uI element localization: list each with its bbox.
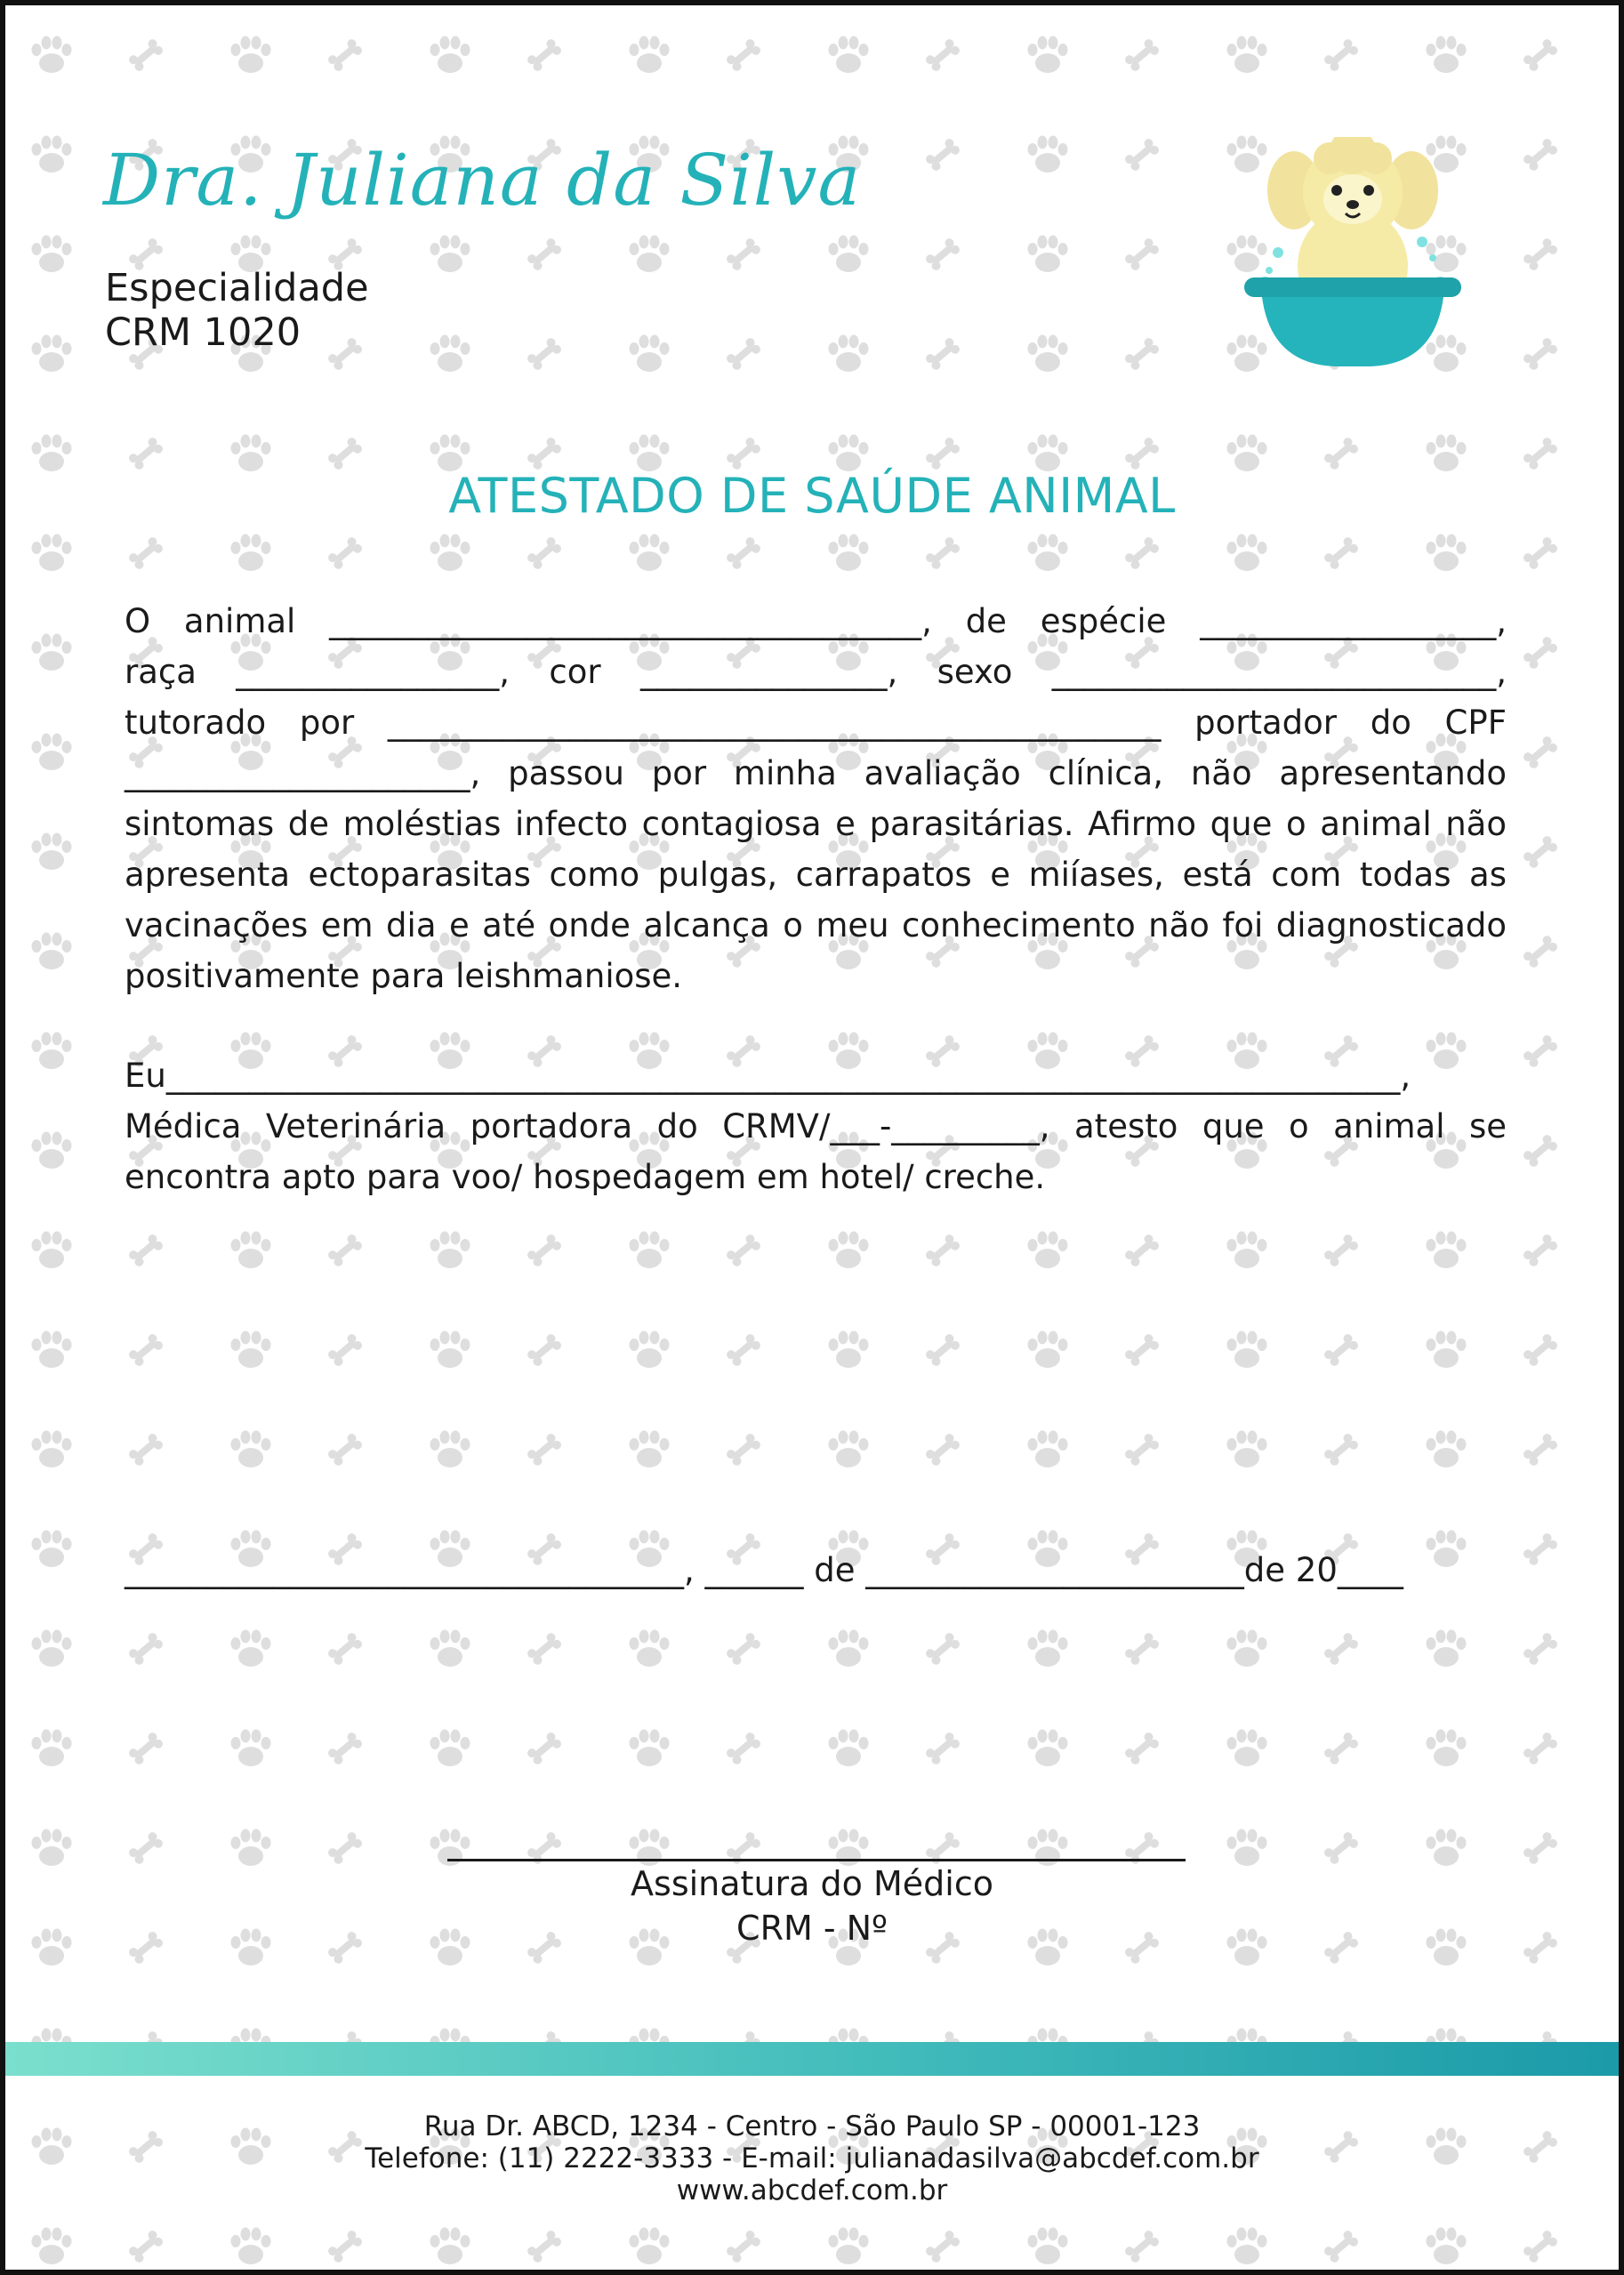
- footer-contact: Telefone: (11) 2222-3333 - E-mail: julianadasilva@abcdef.com.br: [365, 2142, 1259, 2175]
- paragraph-line-animal: O animal ____________________________________, de espécie __________________,: [125, 602, 1507, 640]
- footer-address: Rua Dr. ABCD, 1234 - Centro - São Paulo SP - 00001-123: [423, 2110, 1201, 2142]
- certificate-paragraph: [125, 596, 1507, 1001]
- paragraph-line-owner: tutorado por _______________________________________________ portador do CPF: [125, 703, 1507, 742]
- attestation-paragraph: [125, 1050, 1507, 1202]
- attestation-body: Médica Veterinária portadora do CRMV/___-_________, atesto que o animal se encontra apto para voo/ hospedagem em hotel/ creche.: [125, 1107, 1507, 1196]
- attestation-line-name: Eu___________________________________________________________________________,: [125, 1057, 1411, 1095]
- crm-number: CRM 1020: [105, 310, 301, 355]
- signature-label: Assinatura do Médico: [631, 1864, 993, 1903]
- page-title: ATESTADO DE SAÚDE ANIMAL: [448, 468, 1176, 524]
- paragraph-body: _____________________, passou por minha avaliação clínica, não apresentando sintomas de moléstias infecto contagiosa e parasitárias. Afirmo que o animal não apresenta ectoparasitas como pulgas, carrapatos e miíases, está com todas as vacinações em dia e até onde alcança o meu conhecimento não foi diagnosticado positivamente para leishmaniose.: [125, 754, 1507, 995]
- paragraph-line-breed: raça ________________, cor _______________, sexo ___________________________,: [125, 653, 1507, 691]
- doctor-name: Dra. Juliana da Silva: [103, 139, 862, 221]
- signature-crm: CRM - Nº: [736, 1909, 888, 1948]
- dog-in-bathtub-icon: [1237, 137, 1468, 373]
- footer-gradient-bar: [5, 2042, 1619, 2076]
- specialty-label: Especialidade: [105, 266, 369, 310]
- footer-website: www.abcdef.com.br: [676, 2175, 948, 2207]
- date-field-line: __________________________________, ______ de _______________________de 20____: [125, 1551, 1403, 1589]
